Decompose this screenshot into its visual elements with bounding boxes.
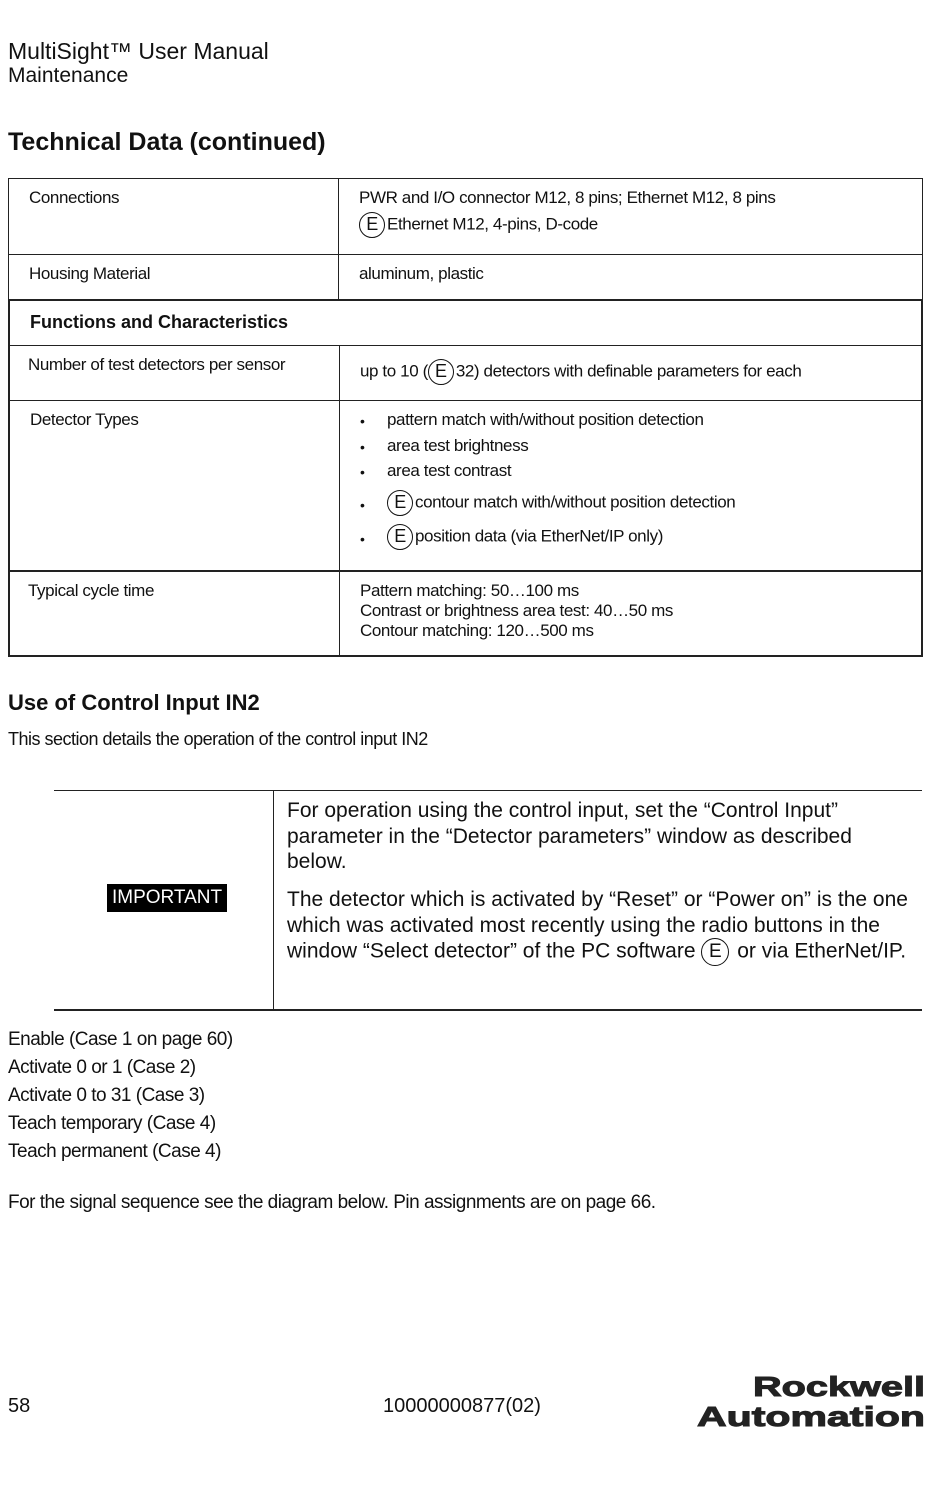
row-label: Typical cycle time — [28, 581, 155, 600]
table-row: Detector Types • pattern match with/without position detection • area test brightness • area test contrast • E contour match with/without position detection • E position data (via EtherNet/IP only) — [8, 400, 923, 570]
important-text: The detector which is activated by “Reset” or “Power on” is the one which was activated most recently using the radio buttons in the window “Select detector” of the PC software E or via EtherNet/IP. — [287, 887, 917, 966]
document-number: 10000000877(02) — [383, 1395, 541, 1417]
row-value: PWR and I/O connector M12, 8 pins; Ethernet M12, 8 pins — [359, 188, 776, 207]
table-row — [8, 254, 923, 299]
important-label: IMPORTANT — [107, 884, 227, 912]
control-input-intro: This section details the operation of the control input IN2 — [8, 729, 428, 749]
section-name: Maintenance — [8, 64, 129, 87]
page-heading: Technical Data (continued) — [8, 128, 326, 156]
signal-note: For the signal sequence see the diagram below. Pin assignments are on page 66. — [8, 1192, 656, 1213]
section-heading: Functions and Characteristics — [30, 312, 289, 332]
divider — [273, 790, 274, 1011]
ethernet-icon: E — [701, 938, 729, 966]
rockwell-automation-logo — [697, 1372, 927, 1432]
control-option: Activate 0 to 31 (Case 3) — [8, 1085, 205, 1106]
divider — [54, 1009, 922, 1011]
table-section-row — [8, 299, 923, 345]
table-row — [8, 570, 923, 657]
row-label: Housing Material — [29, 264, 151, 283]
control-option: Teach temporary (Case 4) — [8, 1113, 216, 1134]
row-value: up to 10 ( E 32) detectors with definable parameters for each — [360, 359, 801, 385]
list-item: pattern match with/without position detection — [387, 410, 704, 429]
row-value: aluminum, plastic — [359, 264, 484, 283]
important-text: For operation using the control input, set the “Control Input” parameter in the “Detector parameters” window as described below. — [287, 799, 852, 873]
control-option: Teach permanent (Case 4) — [8, 1141, 221, 1162]
control-option: Enable (Case 1 on page 60) — [8, 1029, 233, 1050]
row-value: E Ethernet M12, 4-pins, D-code — [359, 212, 598, 238]
row-value: Contrast or brightness area test: 40…50 ms — [360, 601, 673, 620]
svg-text:Automation: Automation — [697, 1401, 925, 1432]
ethernet-icon: E — [387, 524, 413, 550]
control-option: Activate 0 or 1 (Case 2) — [8, 1057, 196, 1078]
control-input-heading: Use of Control Input IN2 — [8, 690, 260, 715]
row-value: Contour matching: 120…500 ms — [360, 621, 594, 640]
page-number: 58 — [8, 1395, 31, 1417]
ethernet-icon: E — [359, 212, 385, 238]
manual-title: MultiSight™ User Manual — [8, 38, 269, 64]
ethernet-icon: E — [387, 490, 413, 516]
svg-text:Rockwell: Rockwell — [753, 1372, 925, 1402]
row-label: Number of test detectors per sensor — [28, 355, 286, 374]
list-item: area test contrast — [387, 461, 512, 480]
table-row — [8, 345, 923, 400]
table-row — [8, 178, 923, 254]
list-item: area test brightness — [387, 436, 529, 455]
list-item: E contour match with/without position detection — [387, 490, 735, 516]
row-value: Pattern matching: 50…100 ms — [360, 581, 579, 600]
list-item: E position data (via EtherNet/IP only) — [387, 524, 663, 550]
row-label: Connections — [29, 188, 120, 207]
row-label: Detector Types — [30, 410, 139, 429]
divider — [54, 790, 922, 791]
ethernet-icon: E — [428, 359, 454, 385]
